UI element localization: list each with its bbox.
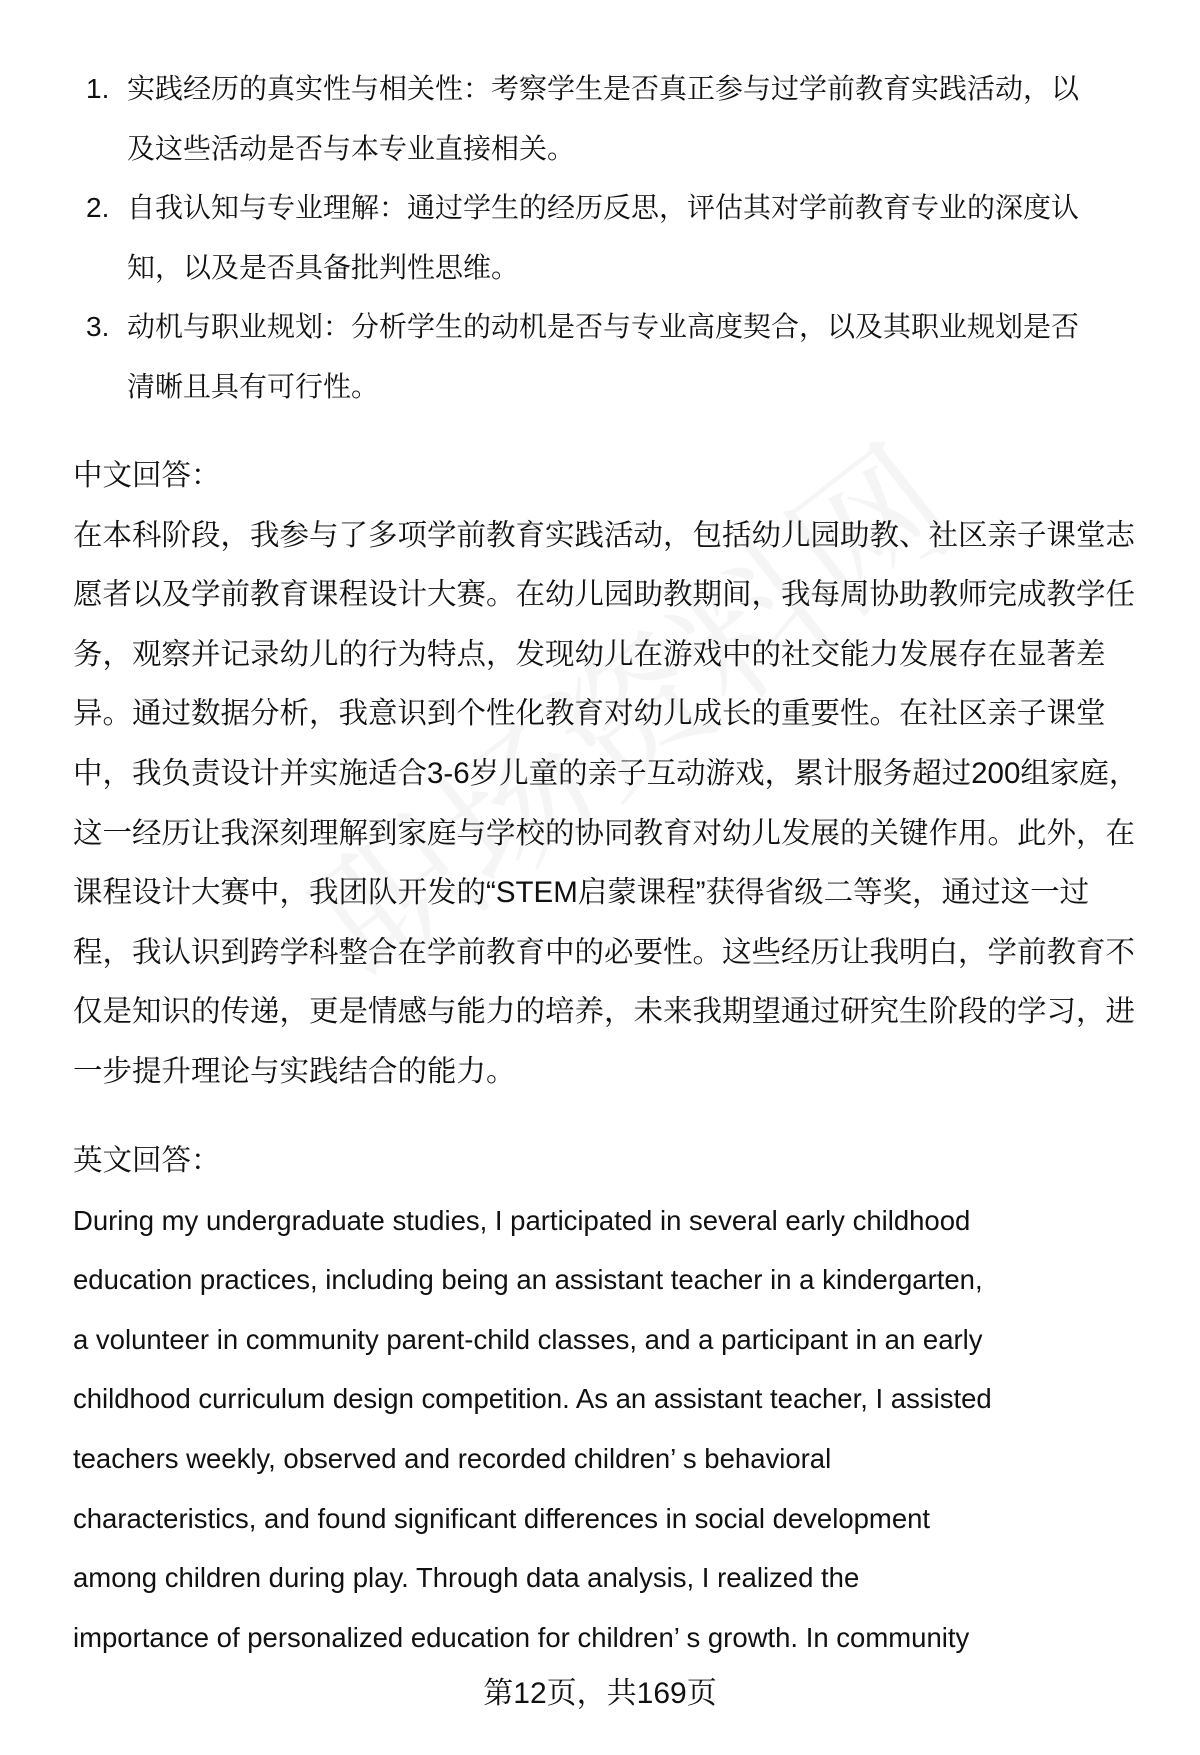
section-heading-chinese: 中文回答： [73, 459, 221, 492]
list-item-text: 动机与职业规划：分析学生的动机是否与专业高度契合，以及其职业规划是否 [127, 311, 1080, 343]
section-heading-english: 英文回答： [73, 1144, 221, 1177]
list-item-text: 清晰且具有可行性。 [127, 371, 380, 402]
page-number: 第12页，共169页 [483, 1677, 717, 1710]
paragraph-line: characteristics, and found significant differences in social development [73, 1502, 931, 1534]
paragraph-line: 程，我认识到跨学科整合在学前教育中的必要性。这些经历让我明白，学前教育不 [73, 935, 1136, 969]
paragraph-line: 异。通过数据分析，我意识到个性化教育对幼儿成长的重要性。在社区亲子课堂 [73, 697, 1106, 731]
list-item-text: 实践经历的真实性与相关性：考察学生是否真正参与过学前教育实践活动，以 [127, 73, 1080, 104]
paragraph-line: 务，观察并记录幼儿的行为特点，发现幼儿在游戏中的社交能力发展存在显著差 [73, 637, 1106, 671]
paragraph-line: 课程设计大赛中，我团队开发的“STEM启蒙课程”获得省级二等奖，通过这一过 [73, 876, 1090, 910]
paragraph-line: 在本科阶段，我参与了多项学前教育实践活动，包括幼儿园助教、社区亲子课堂志 [73, 518, 1136, 552]
list-number: 3. [86, 311, 110, 343]
paragraph-line: 仅是知识的传递，更是情感与能力的培养，未来我期望通过研究生阶段的学习，进 [73, 995, 1136, 1029]
list-item-text: 知，以及是否具备批判性思维。 [127, 251, 520, 283]
paragraph-line: education practices, including being an assistant teacher in a kindergarten, [73, 1264, 983, 1296]
list-item-text: 及这些活动是否与本专业直接相关。 [127, 132, 576, 164]
paragraph-line: importance of personalized education for children’ s growth. In community [73, 1621, 970, 1653]
paragraph-line: During my undergraduate studies, I participated in several early childhood [73, 1204, 971, 1236]
list-number: 1. [86, 73, 110, 104]
paragraph-line: teachers weekly, observed and recorded children’ s behavioral [73, 1443, 832, 1474]
paragraph-line: childhood curriculum design competition. As an assistant teacher, I assisted [73, 1383, 992, 1415]
paragraph-line: 一步提升理论与实践结合的能力。 [73, 1055, 516, 1088]
paragraph-line: 愿者以及学前教育课程设计大赛。在幼儿园助教期间，我每周协助教师完成教学任 [73, 578, 1136, 612]
paragraph-line: 中，我负责设计并实施适合3-6岁儿童的亲子互动游戏，累计服务超过200组家庭， [73, 757, 1139, 790]
list-item-text: 自我认知与专业理解：通过学生的经历反思，评估其对学前教育专业的深度认 [127, 192, 1080, 224]
paragraph-line: among children during play. Through data analysis, I realized the [73, 1562, 860, 1594]
paragraph-line: a volunteer in community parent-child classes, and a participant in an early [73, 1323, 983, 1355]
paragraph-line: 这一经历让我深刻理解到家庭与学校的协同教育对幼儿发展的关键作用。此外，在 [73, 816, 1136, 850]
list-number: 2. [86, 192, 110, 224]
